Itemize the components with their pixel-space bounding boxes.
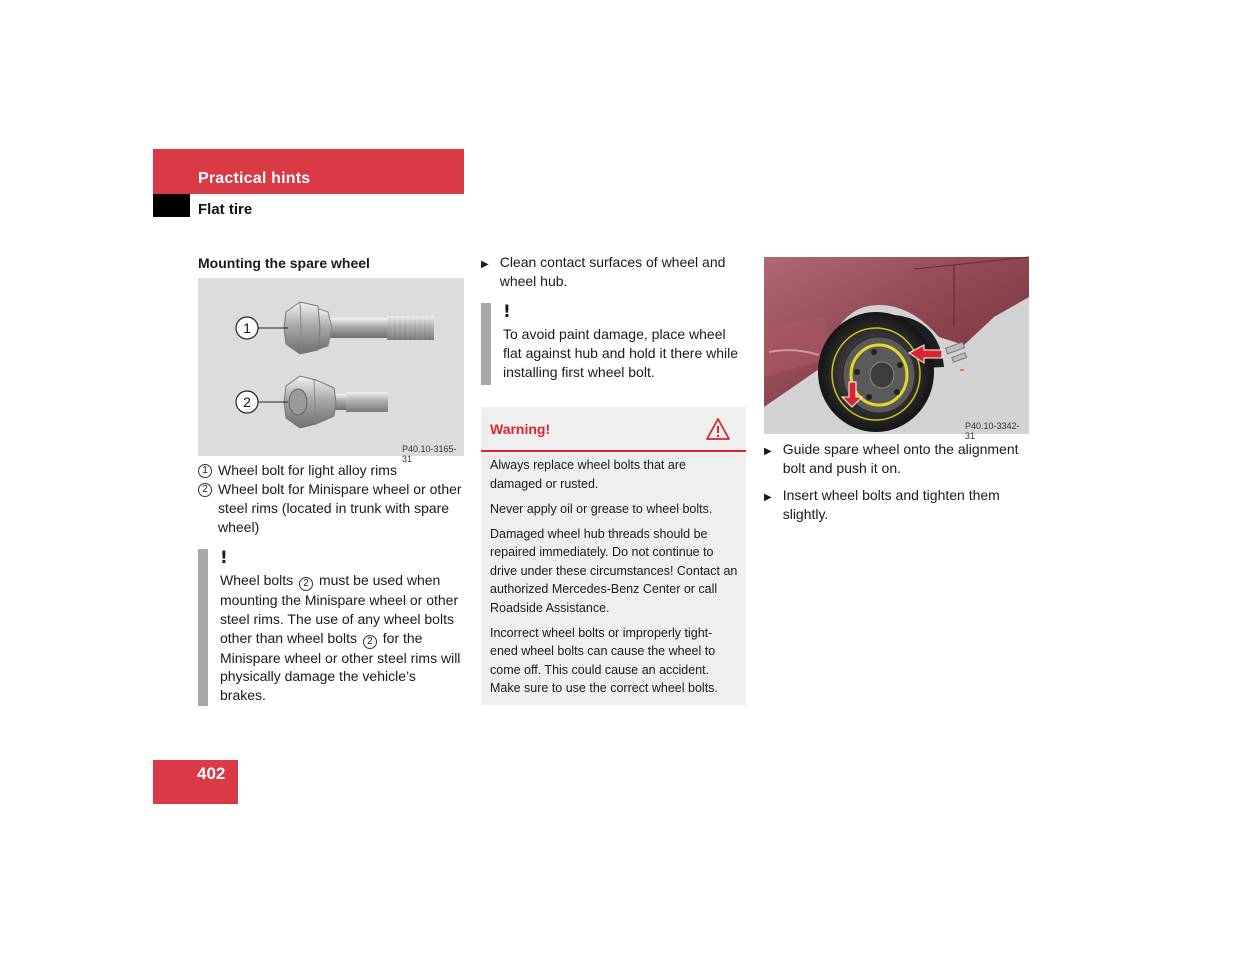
- warning-paragraph: Never apply oil or grease to wheel bolts.: [490, 501, 713, 516]
- legend-item: [198, 461, 464, 480]
- warning-paragraph: Damaged wheel hub threads should be repaired immediately. Do not continue to drive under these circumstances! Contact an authorized Mercedes-Benz Center or call Roadside Assistance.: [490, 526, 738, 615]
- callout-1-icon: [236, 317, 288, 339]
- note-line: other than wheel bolts: [220, 629, 357, 646]
- page-number: 402: [197, 764, 226, 783]
- warning-text: [490, 456, 740, 704]
- note-ref-number: 2: [363, 635, 377, 649]
- step-text: Clean contact surfaces of wheel and wheel hub.: [499, 254, 726, 289]
- bullet-triangle-icon: ▶: [764, 492, 772, 503]
- note-bar: [198, 549, 208, 706]
- procedure-heading: Mounting the spare wheel: [198, 255, 370, 271]
- note-line: brakes.: [220, 687, 266, 704]
- warning-triangle-icon: [705, 417, 731, 441]
- note-line: for the: [382, 629, 423, 646]
- wheel-bolts-figure: [198, 278, 464, 464]
- section-title: Practical hints: [198, 170, 311, 187]
- bolt-steel-rim-icon: [284, 376, 388, 428]
- callout-2-icon: [236, 391, 288, 413]
- callout-2-label: 2: [243, 394, 251, 410]
- figure-code: P40.10-3342-31: [965, 421, 1020, 441]
- subsection-marker: [153, 194, 190, 217]
- legend-number: 2: [198, 483, 212, 497]
- note-line: physically damage the vehicle’s: [220, 668, 416, 685]
- instruction-step: [764, 440, 1029, 477]
- note-line: mounting the Minispare wheel or other: [220, 592, 459, 608]
- warning-paragraph: Incorrect wheel bolts or improperly tight-ened wheel bolts can cause the wheel to come off. This could cause an accident. Make sure to use the correct wheel bolts.: [490, 625, 718, 695]
- note-text: To avoid paint damage, place wheel flat against hub and hold it there while installing first wheel bolt.: [503, 326, 739, 380]
- note-ref-number: 2: [299, 577, 313, 591]
- figure-code: P40.10-3165-31: [402, 444, 457, 464]
- legend-text: Wheel bolt for Minispare wheel or other steel rims (located in trunk with spare wheel): [218, 481, 462, 535]
- wheel-bolts-illustration: [198, 278, 464, 456]
- note-bar: [481, 303, 491, 385]
- note-line: must be used when: [318, 572, 441, 588]
- note-exclamation-icon: !: [220, 548, 228, 568]
- subsection-title: Flat tire: [198, 201, 253, 218]
- callout-1-label: 1: [243, 320, 251, 336]
- note-exclamation-icon: !: [503, 302, 511, 322]
- legend-text: Wheel bolt for light alloy rims: [218, 462, 397, 478]
- note-line: Wheel bolts: [220, 572, 294, 588]
- note-line: steel rims. The use of any wheel bolts: [220, 610, 454, 627]
- note-text: [220, 571, 465, 705]
- warning-title: Warning!: [490, 421, 551, 437]
- bullet-triangle-icon: ▶: [481, 259, 489, 270]
- spare-wheel-figure: [764, 257, 1029, 441]
- figure-legend: [198, 461, 464, 537]
- bolt-light-alloy-icon: [284, 302, 434, 354]
- warning-paragraph: Always replace wheel bolts that are damaged or rusted.: [490, 458, 686, 491]
- step-text: Guide spare wheel onto the alignment bolt and push it on.: [782, 441, 1019, 476]
- spare-wheel-illustration: [764, 257, 1029, 434]
- instruction-step: [764, 486, 1029, 523]
- bullet-triangle-icon: ▶: [764, 446, 772, 457]
- legend-number: 1: [198, 464, 212, 478]
- instruction-step: [481, 253, 746, 290]
- step-text: Insert wheel bolts and tighten them slightly.: [782, 487, 1000, 522]
- legend-item: [198, 480, 464, 537]
- note-line: Minispare wheel or other steel rims will: [220, 649, 461, 666]
